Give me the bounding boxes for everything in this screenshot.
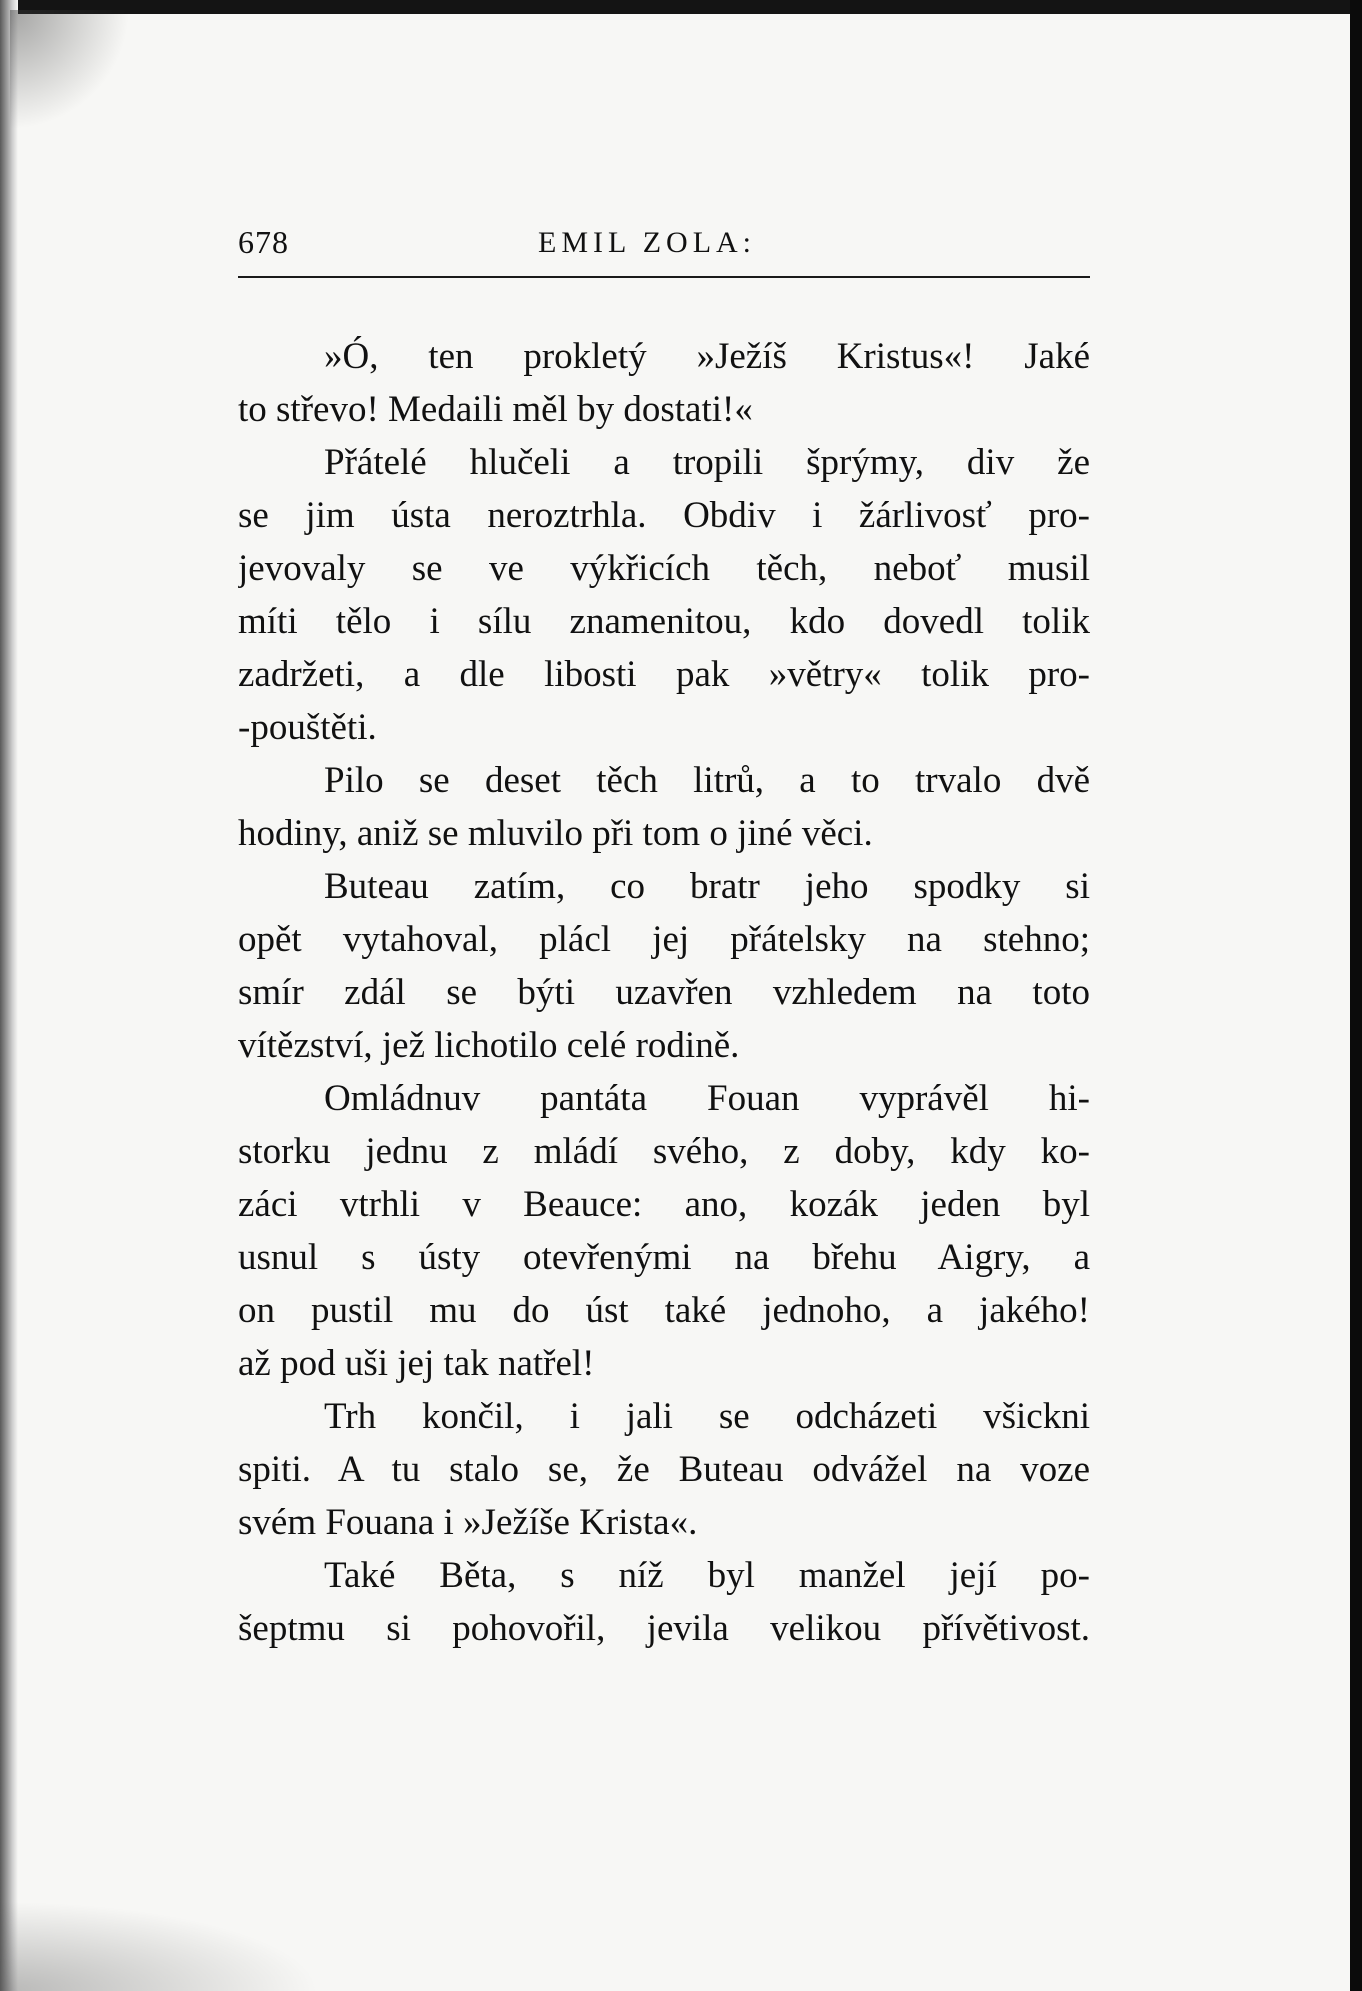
scan-edge-left <box>0 0 18 1991</box>
body-text <box>238 330 1090 1655</box>
text-line: míti tělo i sílu znamenitou, kdo dovedl tolik <box>238 601 1090 642</box>
text-line: záci vtrhli v Beauce: ano, kozák jeden byl <box>238 1184 1090 1225</box>
text-line: Trh končil, i jali se odcházeti všickni <box>324 1396 1090 1437</box>
text-line: Také Běta, s níž byl manžel její po- <box>324 1555 1090 1596</box>
page-number: 678 <box>238 224 289 260</box>
scan-smudge-bottom-left <box>0 1901 320 1991</box>
text-line: on pustil mu do úst také jednoho, a jakého! <box>238 1290 1090 1331</box>
text-line: až pod uši jej tak natřel! <box>238 1343 595 1384</box>
text-line: zadržeti, a dle libosti pak »větry« tolik pro- <box>238 654 1090 695</box>
text-line: »Ó, ten prokletý »Ježíš Kristus«! Jaké <box>324 336 1090 377</box>
text-line: opět vytahoval, plácl jej přátelsky na stehno; <box>238 919 1090 960</box>
text-line: smír zdál se býti uzavřen vzhledem na toto <box>238 972 1090 1013</box>
text-line: usnul s ústy otevřenými na břehu Aigry, a <box>238 1237 1090 1278</box>
text-line: Omládnuv pantáta Fouan vyprávěl hi- <box>324 1078 1090 1119</box>
text-line: se jim ústa neroztrhla. Obdiv i žárlivosť pro- <box>238 495 1090 536</box>
text-line: to střevo! Medaili měl by dostati!« <box>238 389 753 430</box>
scan-edge-right <box>1350 0 1362 1991</box>
text-line: Přátelé hlučeli a tropili šprýmy, div že <box>324 442 1090 483</box>
text-line: -pouštěti. <box>238 707 377 748</box>
text-line: hodiny, aniž se mluvilo při tom o jiné věci. <box>238 813 873 854</box>
scan-edge-top <box>0 0 1362 14</box>
text-line: vítězství, jež lichotilo celé rodině. <box>238 1025 740 1066</box>
text-line: svém Fouana i »Ježíše Krista«. <box>238 1502 698 1543</box>
running-header <box>238 222 1090 278</box>
text-line: Buteau zatím, co bratr jeho spodky si <box>324 866 1090 907</box>
text-line: Pilo se deset těch litrů, a to trvalo dvě <box>324 760 1090 801</box>
text-line: jevovaly se ve výkřicích těch, neboť musil <box>238 548 1090 589</box>
running-title: EMIL ZOLA: <box>538 226 757 259</box>
text-line: šeptmu si pohovořil, jevila velikou přívětivost. <box>238 1608 1090 1649</box>
text-line: storku jednu z mládí svého, z doby, kdy ko- <box>238 1131 1090 1172</box>
scan-smudge-top-left <box>10 10 130 130</box>
text-line: spiti. A tu stalo se, že Buteau odvážel na voze <box>238 1449 1090 1490</box>
